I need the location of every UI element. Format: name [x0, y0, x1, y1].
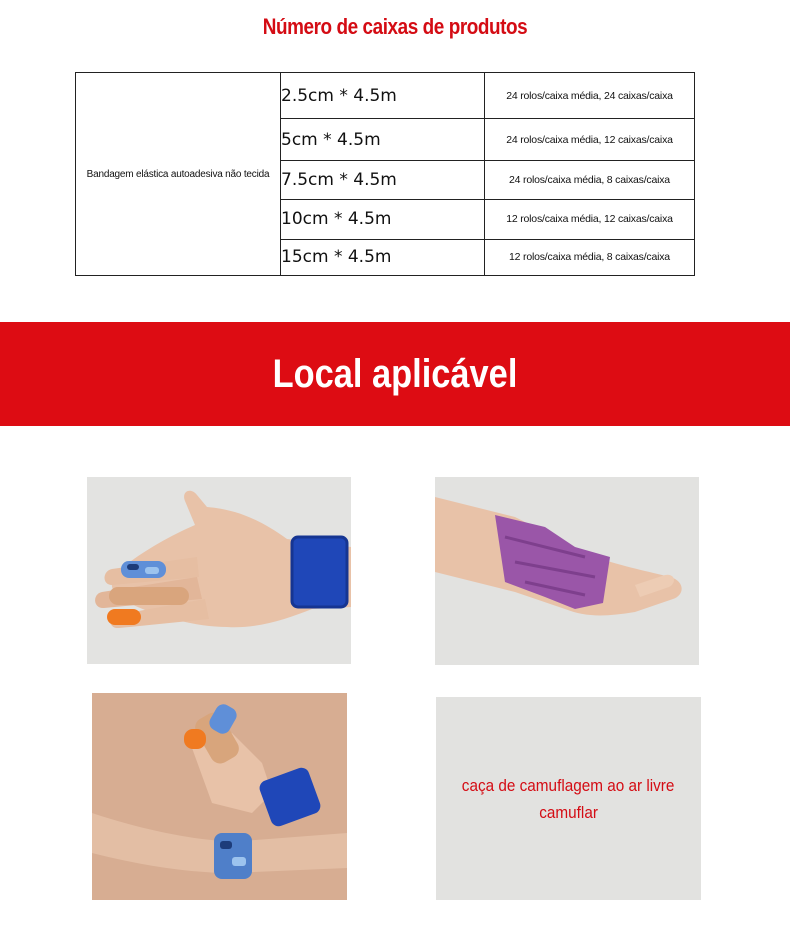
camo-card-line2: camuflar: [539, 802, 598, 822]
size-cell: 10cm * 4.5m: [281, 199, 485, 239]
size-cell: 5cm * 4.5m: [281, 119, 485, 161]
quantity-cell: 24 rolos/caixa média, 24 caixas/caixa: [485, 73, 695, 119]
ankle-wrap-photo: [435, 477, 699, 665]
hand-wrap-photo: [87, 477, 351, 664]
banner-title: Local aplicável: [272, 352, 518, 396]
camo-card-line1: caça de camuflagem ao ar livre: [462, 775, 675, 795]
quantity-cell: 12 rolos/caixa média, 8 caixas/caixa: [485, 239, 695, 275]
torso-wrap-photo: [92, 693, 347, 900]
quantity-cell: 24 rolos/caixa média, 8 caixas/caixa: [485, 161, 695, 199]
quantity-cell: 24 rolos/caixa média, 12 caixas/caixa: [485, 119, 695, 161]
size-cell: 2.5cm * 4.5m: [281, 73, 485, 119]
table-row: [76, 73, 695, 119]
quantity-cell: 12 rolos/caixa média, 12 caixas/caixa: [485, 199, 695, 239]
camo-use-card: [436, 697, 701, 900]
size-cell: 15cm * 4.5m: [281, 239, 485, 275]
section-title: Número de caixas de produtos: [262, 14, 528, 39]
product-box-table: [75, 72, 695, 276]
product-name-cell: Bandagem elástica autoadesiva não tecida: [76, 73, 281, 276]
size-cell: 7.5cm * 4.5m: [281, 161, 485, 199]
